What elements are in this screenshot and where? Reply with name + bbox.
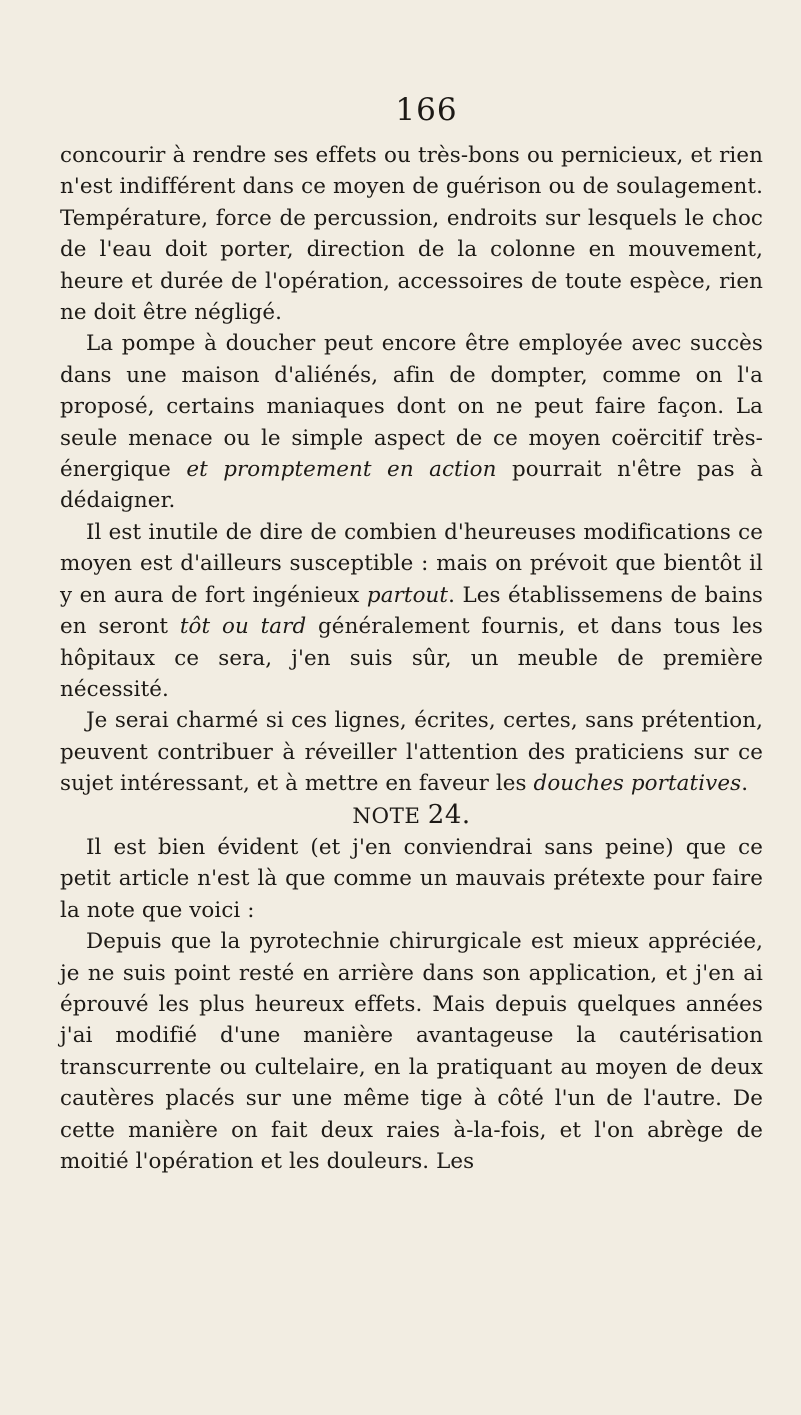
main-paragraph bbox=[60, 517, 763, 705]
main-paragraph bbox=[60, 705, 763, 799]
page-number: 166 bbox=[395, 92, 458, 128]
text-run: Il est inutile de dire de combien d'heureuses modifications ce moyen est d'ailleurs susceptible : mais on prévoit que bientôt il y en aura de fort ingénieux bbox=[60, 519, 763, 608]
italic-text: tôt ou tard bbox=[179, 614, 307, 640]
main-paragraph bbox=[60, 140, 763, 328]
text-run: . Les établissemens de bains en seront bbox=[60, 582, 763, 640]
text-run: . bbox=[741, 771, 749, 797]
text-run: Il est bien évident (et j'en conviendrai sans peine) que ce petit article n'est là que comme un mauvais prétexte pour faire la note que voici : bbox=[60, 834, 763, 923]
note-paragraph bbox=[60, 832, 763, 926]
note-heading bbox=[60, 800, 763, 832]
note-text bbox=[60, 832, 763, 1177]
text-run: Depuis que la pyrotechnie chirurgicale est mieux appréciée, je ne suis point resté en arrière dans son application, et j'en ai éprouvé les plus heureux effets. Mais depuis quelques années j'ai modifié d'une manière avantageuse la cautérisation transcurrente ou cultelaire, en la pratiquant au moyen de deux cautères placés sur une même tige à côté l'un de l'autre. De cette manière on fait deux raies à-la-fois, et l'on abrège de moitié l'opération et les douleurs. Les bbox=[60, 929, 763, 1174]
text-run: La pompe à doucher peut encore être employée avec succès dans une maison d'aliénés, afin de dompter, comme on l'a proposé, certains maniaques dont on ne peut faire façon. La seule menace ou le simple aspect de ce moyen coërcitif très-énergique bbox=[60, 331, 763, 483]
text-run: Je serai charmé si ces lignes, écrites, certes, sans prétention, peuvent contribuer à réveiller l'attention des praticiens sur ce sujet intéressant, et à mettre en faveur les bbox=[60, 708, 763, 797]
text-run: généralement fournis, et dans tous les hôpitaux ce sera, j'en suis sûr, un meuble de première nécessité. bbox=[60, 614, 763, 702]
italic-text: partout bbox=[366, 582, 449, 608]
note-label: NOTE bbox=[352, 803, 421, 829]
italic-text: douches portatives bbox=[533, 771, 742, 797]
main-text bbox=[60, 140, 763, 800]
note-number: 24. bbox=[427, 799, 471, 830]
italic-text: et promptement en action bbox=[186, 457, 497, 483]
text-run: concourir à rendre ses effets ou très-bons ou pernicieux, et rien n'est indifférent dans ce moyen de guérison ou de soulagement. Température, force de percussion, endroits sur lesquels le choc de l'eau doit porter, direction de la colonne en mouvement, heure et durée de l'opération, accessoires de toute espèce, rien ne doit être négligé. bbox=[60, 143, 763, 326]
text-run: pourrait n'être pas à dédaigner. bbox=[60, 457, 763, 514]
note-paragraph bbox=[60, 926, 763, 1177]
main-paragraph bbox=[60, 328, 763, 516]
